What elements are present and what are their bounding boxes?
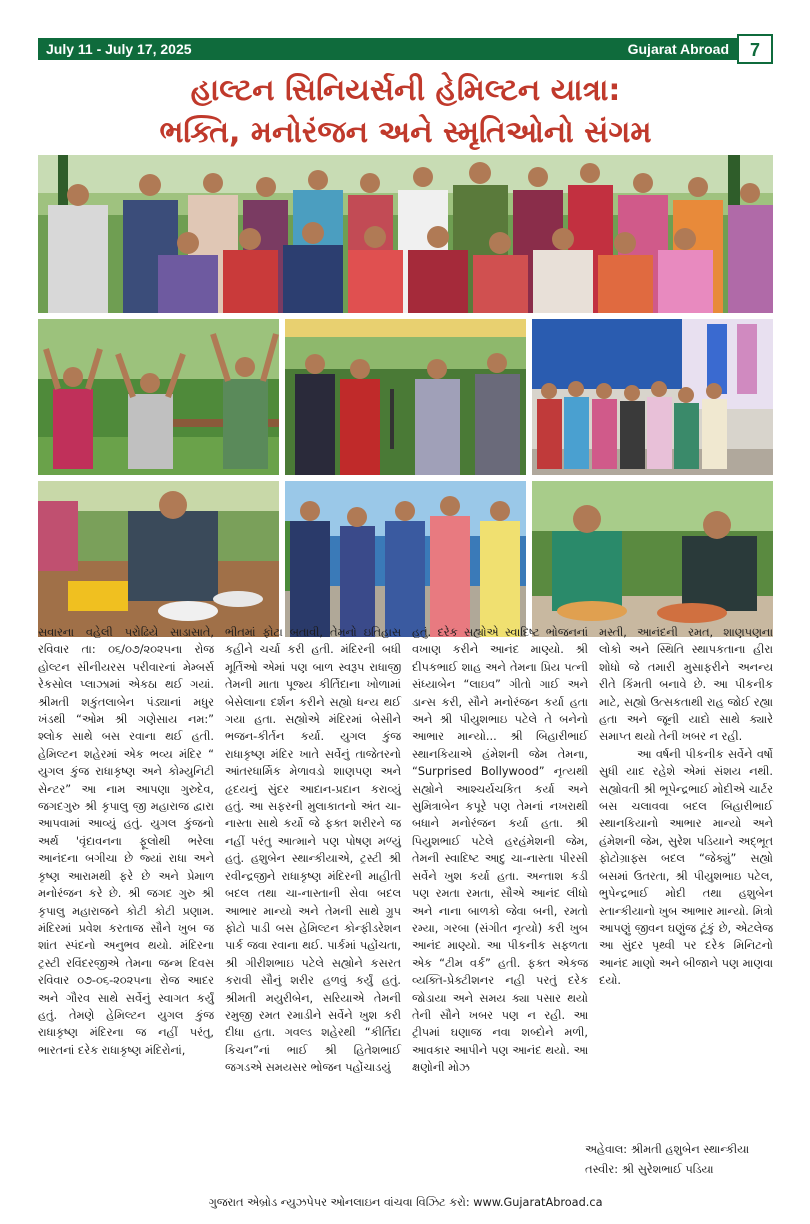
temple-photo-image [532,319,773,475]
exercise-photo [38,319,279,475]
lunch-photo-image [38,481,279,637]
article-paragraph: આ વર્ષની પીકનીક સર્વેને વર્ષો સુધી યાદ રહેશે એમાં સંશય નથી. સહ્યોવતી શ્રી ભૂપેન્દ્રભાઈ મોદીએ ચાર્ટર બસ ચલાવવા બદલ બિહારીભાઈ સ્થાનકિયાનો આભાર માન્યો અને હંમેશની જેમ, સુરેશ પડિયાને અદ્ભૂત ફોટોગ્રાફ્સ બદલ “જેક્યું” સહ્યો બસમાં ઉતરતા, શ્રી પીયુશભાઇ પટેલ, ભુપેન્દ્રભાઈ મોદી તથા હશુબેન સ્તાન્કીયાનો ખુબ આભાર માન્યો. મિત્રો આપણું જીવન ઘણુંજ ટૂંકું છે, એટલેજ આ સુંદર પૃથ્વી પર દરેક મિનિટનો આનંદ માણો અને બીજાને પણ માણવા દયો. [599,747,773,988]
article-column-2 [225,624,401,1077]
musicians-photo [285,319,526,475]
publication-name: Gujarat Abroad [627,41,729,57]
musicians-photo-image [285,319,526,475]
article-paragraph: હતું. દરેક સહ્યોએ સ્વાદિષ્ટ ભોજનનાં વખાણ કરીને આનંદ માણ્યો. શ્રી દીપકભાઈ શાહ અને તેમના પ્રિય પત્ની સંધ્યાબેન “લાઇવ” ગીતો ગાઈ અને ડાન્સ કરી, સૌને મનોરંજન કર્યા હતા અને શ્રી પીયુશભાઇ પટેલે તે બનેનો આભાર માન્યો... શ્રી બિહારીભાઈ સ્થાનકિયાએ હંમેશની જેમ તેમના, “Surprised Bollywood” નૃત્યથી સહ્યોને આશ્ચર્યચકિત કર્યા અને સુમિત્રાબેન કપૂરે પણ તેમનાં નખરાથી બધાને મનોરંજન કર્યા હતા. શ્રી પિયુશભાઈ પટેલે હરહંમેશની જેમ, તેમની સ્વાદિષ્ટ આદુ ચા-નાસ્તા પીરસી સર્વેને ખુશ કર્યા હતા. અન્તાશ કડી પણ રમતા રમતા, સૌએ આનંદ લીધો અને નાના બાળકો જેવા બની, રમતો રમ્યા, ગરબા (સંગીત નૃત્યો) કરી ખુબ આનંદ માણ્યો. આ પીકનીક સફળતા એક “ટીમ વર્ક” હતી. ફક્ત એકજ વ્યક્તિ-પ્રેક્ટીશનર નહી પરતું દરેક જોડાયા અને સમય ક્યા પસાર થયો તેની સૌને ખબર પણ ન રહી. આ ટ્રીપમાં ઘણાજ નવા શબ્દોને મળી, આવકાર આપીને પણ આનંદ થયો. આ ક્ષણોની મોઝ [412,626,588,1075]
lakeshore-photo-image [285,481,526,637]
buffet-photo [532,481,773,637]
headline-line-2: ભક્તિ, મનોરંજન અને સ્મૃતિઓનો સંગમ [159,115,652,150]
article-column-3 [412,624,588,1077]
page-number: 7 [737,34,773,64]
lunch-photo [38,481,279,637]
exercise-photo-image [38,319,279,475]
issue-date: July 11 - July 17, 2025 [46,41,192,57]
buffet-photo-image [532,481,773,637]
group-photo-image [38,155,773,313]
article-paragraph: ભીતમાં ફોટા બતાવી, તેમનો ઇતિહાસ કહીને ચર્ચા કરી હતી. મંદિરની બધી મૂર્તિઓ એમાં પણ બાળ સ્વરૂપ રાધાજી તેમની માતા પૂજ્ય કીર્તિદાના ખોળામાં બેસેલાના દર્શન કરીને સહ્યો ધન્ય થઈ ગયા હતા. સહ્યોએ મંદિરમાં બેસીને ભજન-કીર્તન કર્યા. યુગલ કુંજ રાધાકૃષ્ણ મંદિર ખાતે સર્વેનું તાજેતરનો આંતરધાર્મિક મેળાવડો શાણપણ અને હૃદયનું સુંદર આદાન-પ્રદાન કરાવ્યું હતું. આ સફરની મુલાકાતનો અંત ચા-નાસ્તા સાથે કર્યો જે ફક્ત શરીરને જ નહીં પરંતુ આત્માને પણ પોષણ મળ્યું હતું. હશુબેન સ્થાન્કીયાએ, ટ્રસ્ટી શ્રી રવીન્દ્રજીને રાધાકૃષ્ણ મંદિરની માહીતી બદલ તથા ચા-નાસ્તાની સેવા બદલ આભાર માન્યો અને તેમની સાથે ગ્રુપ ફોટો પાડી બસ હેમિલ્ટન કોન્ફીડરેશન પાર્ક જવા રવાના થઈ. પાર્કમાં પહોંચતા, શ્રી ગીરીશભાઇ પટેલે સહ્યોને કસરત કરાવી સૌનું શરીર હળવું કર્યું હતું. શ્રીમતી મયુરીબેન, સરિયાએ તેમની રમુજી રમત રમાડીને સર્વેને ખુશ કરી દીધા હતા. ગવલ્ડ શહેરથી “કીર્તિદા કિચન”નાં ભાઈ શ્રી હિતેશભાઈ જગડએ સમયસર ભોજન પહોંચાડયું [225,626,401,1075]
footer-website-note[interactable]: ગુજરાત એબ્રોડ ન્યુઝપેપર ઓનલાઇન વાંચવા વિઝિટ કરો: www.GujaratAbroad.ca [208,1196,603,1209]
photographer-credit: તસ્વીર: શ્રી સુરેશભાઈ પડિયા [585,1163,714,1176]
reporter-credit: અહેવાલ: શ્રીમતી હશુબેન સ્થાન્કીયા [585,1143,750,1156]
credits [585,1140,749,1180]
article-column-1 [38,624,214,1059]
page-header [38,38,773,60]
article-paragraph: સવારના વહેલી પરોઢિયે સાડાસાતે, રવિવાર તા: ૦૬/૦૭/૨૦૨૫ના રોજ હોલ્ટન સીનીયરસ પરીવારનાં મેમ્બર્સ રેકસોલ પ્લાઝામાં એકઠા થઈ ગયાં. શ્રીમતી શકુંતલાબેન પંડ્યાનાં મધુર ખંડથી “ઓમ શ્રી ગણેસાય નમ:” શ્લોક સાથે બસ રવાના થઈ હતી. હેમિલ્ટન શહેરમાં એક ભવ્ય મંદિર “ યુગલ કુંજ રાધાકૃષ્ણ અને કોમ્યુનિટી સેન્ટર” આ નામ આપણા ગુરુદેવ, જગદગુરુ શ્રી કૃપાલુ જી મહારાજ દ્વારા આપવામાં આવ્યું હતું. યુગલ કુંજનો અર્થ 'વૃંદાવનના ફૂલોથી ભરેલા આનંદના બગીચા છે જ્યાં રાધા અને કૃષ્ણ આરામથી ફરે છે અને પ્રેમાળ મનોરંજન કરે છે. શ્રી જગદ ગુરુ શ્રી કૃપાલુ મહારાજને કોટી કોટી પ્રણામ. મંદિરમાં પ્રવેશ કરતાજ સૌને ખુબ જ શાંત સ્પંદનો અનુભવ થયો. મંદિરના ટ્રસ્ટી રવિંદરજીએ તેમના જન્મ દિવસ રવિવાર ૦૭-૦૬-૨૦૨૫ના રોજ આદર અને ગૌરવ સાથે સર્વેનું સ્વાગત કર્યું હતું. તેમણે હેમિલ્ટન યુગલ કુંજ રાધાકૃષ્ણ મંદિરના જ નહીં પરંતુ, ભારતનાં દરેક રાધાકૃષ્ણ મંદિરોનાં, [38,626,214,1057]
article-column-4 [599,624,773,990]
headline-line-1: હાલ્ટન સિનિયર્સની હેમિલ્ટન યાત્રા: [190,73,621,108]
article-paragraph: મસ્તી, આનંદની રમત, શાણપણના લોકો અને સ્થિતિ સ્થાપકતાના હીરા શોધો જે તમારી મુસાફરીને અનન્ય રીતે કિંમતી બનાવે છે. આ પીકનીક માટે, સહ્યો ઉત્સકતાથી રાહ જોઈ રહ્યા હતા અને જૂની યાદો સાથે ક્યારે સમાપ્ત થયો તેની ખબર ન રહી. [599,626,773,744]
lakeshore-photo [285,481,526,637]
group-photo [38,155,773,313]
temple-group-photo [532,319,773,475]
